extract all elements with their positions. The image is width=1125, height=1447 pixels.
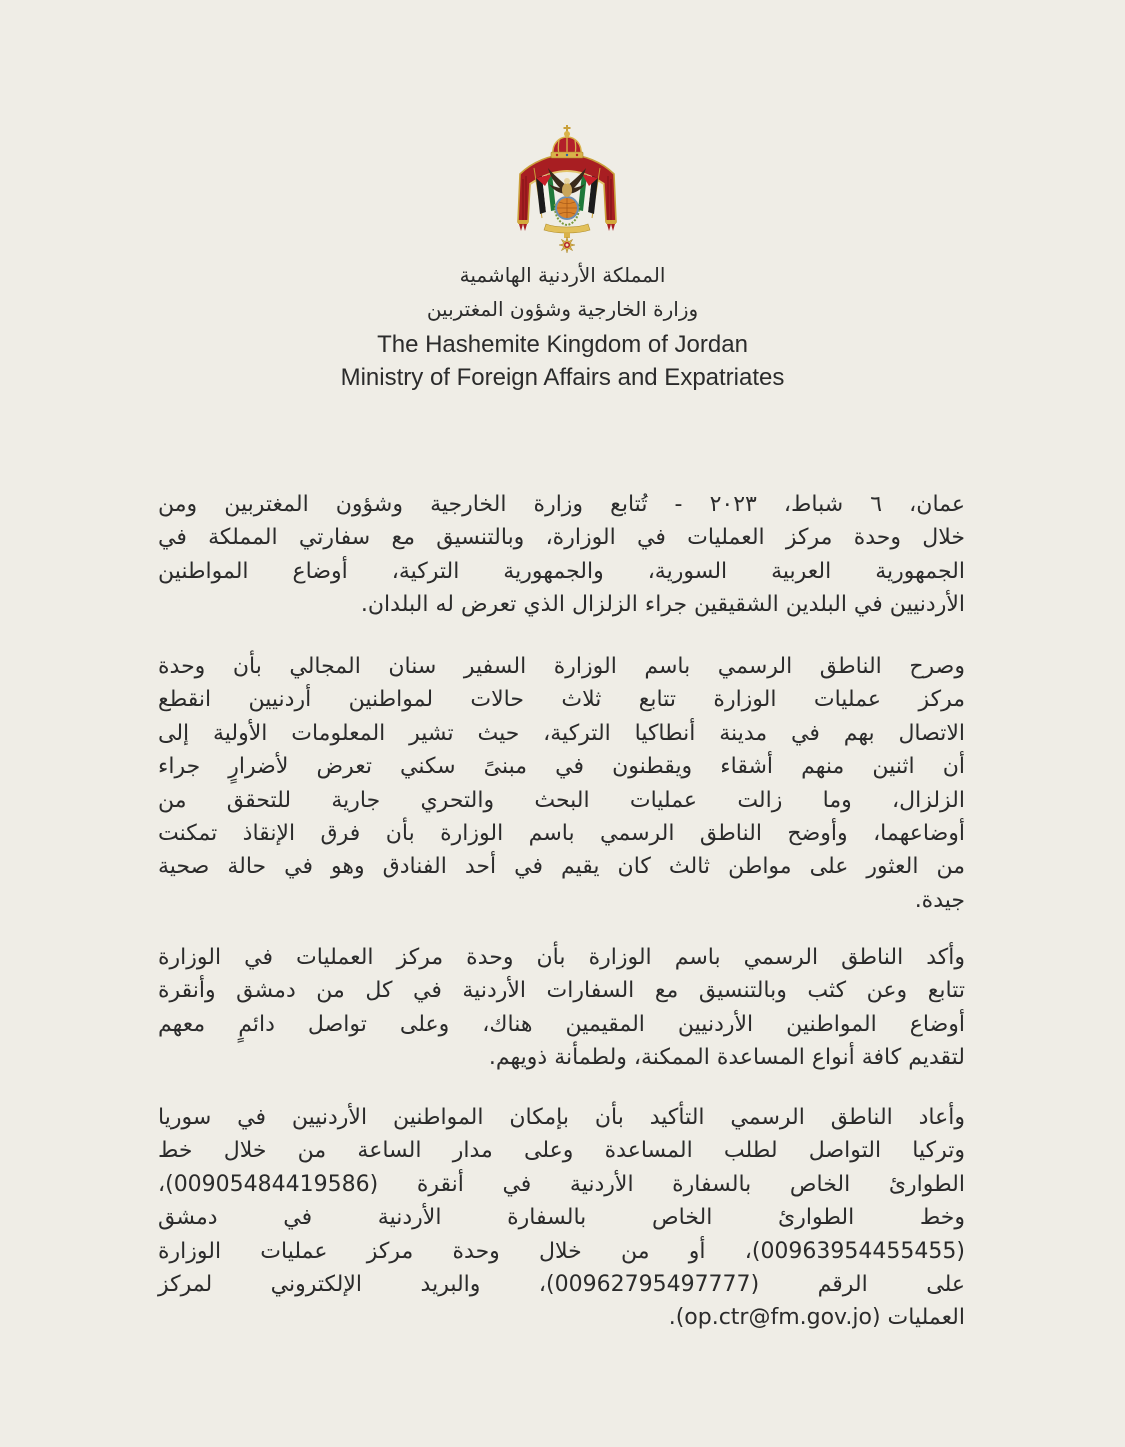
paragraph-4 [158, 1101, 965, 1335]
body-line: الاتصال بهم في مدينة أنطاكيا التركية، حيث تشير المعلومات الأولية إلى [158, 720, 965, 746]
medal-icon [559, 232, 575, 253]
header-ministry-english: Ministry of Foreign Affairs and Expatriates [340, 364, 785, 391]
body-line: أوضاعهما، وأوضح الناطق الرسمي باسم الوزارة بأن فرق الإنقاذ تمكنت [158, 820, 965, 846]
coat-of-arms-emblem [512, 124, 622, 254]
body-line: الزلزال، وما زالت عمليات البحث والتحري جارية للتحقق من [158, 787, 965, 813]
body-line: وأعاد الناطق الرسمي التأكيد بأن بإمكان المواطنين الأردنيين في سوريا [158, 1105, 965, 1130]
body-line: عمان، ٦ شباط، ٢٠٢٣ - تُتابع وزارة الخارجية وشؤون المغتربين ومن [158, 492, 965, 517]
body-line: تتابع وعن كثب وبالتنسيق مع السفارات الأردنية في كل من دمشق وأنقرة [158, 978, 965, 1004]
header-ministry-arabic: وزارة الخارجية وشؤون المغتربين [426, 297, 699, 321]
header-kingdom-arabic: المملكة الأردنية الهاشمية [459, 263, 666, 287]
body-line: العمليات (op.ctr@fm.gov.jo). [668, 1305, 965, 1331]
paragraph-1 [158, 488, 965, 622]
body-line: من العثور على مواطن ثالث كان يقيم في أحد الفنادق وهو في حالة صحية [158, 854, 965, 880]
body-line: أن اثنين منهم أشقاء ويقطنون في مبنىً سكني تعرض لأضرارٍ جراء [158, 754, 965, 780]
body-line: وصرح الناطق الرسمي باسم الوزارة السفير سنان المجالي بأن وحدة [158, 654, 965, 679]
body-line: أوضاع المواطنين الأردنيين المقيمين هناك، وعلى تواصل دائمٍ معهم [158, 1011, 965, 1037]
header-kingdom-english: The Hashemite Kingdom of Jordan [377, 331, 748, 358]
body-line: وتركيا التواصل لطلب المساعدة وعلى مدار الساعة من خلال خط [158, 1138, 965, 1164]
body-line: وأكد الناطق الرسمي باسم الوزارة بأن وحدة مركز العمليات في الوزارة [158, 945, 965, 970]
body-line: الأردنيين في البلدين الشقيقين جراء الزلزال الذي تعرض له البلدان. [360, 592, 965, 618]
body-line: الطوارئ الخاص بالسفارة الأردنية في أنقرة (00905484419586)، [158, 1171, 965, 1197]
body-line: على الرقم (00962795497777)، والبريد الإلكتروني لمركز [158, 1271, 965, 1297]
body-line: جيدة. [914, 887, 965, 913]
body-line: وخط الطوارئ الخاص بالسفارة الأردنية في دمشق [158, 1205, 965, 1231]
paragraph-3 [158, 941, 965, 1075]
body-line: خلال وحدة مركز العمليات في الوزارة، وبالتنسيق مع سفارتي المملكة في [158, 525, 965, 551]
body-line: (00963954455455)، أو من خلال وحدة مركز عمليات الوزارة [158, 1238, 965, 1264]
body-line: مركز عمليات الوزارة تتابع ثلاث حالات لمواطنين أردنيين انقطع [158, 687, 965, 713]
body-line: الجمهورية العربية السورية، والجمهورية التركية، أوضاع المواطنين [158, 558, 965, 584]
crown-icon [551, 125, 583, 158]
paragraph-2 [158, 650, 965, 917]
body-line: لتقديم كافة أنواع المساعدة الممكنة، ولطمأنة ذويهم. [488, 1045, 965, 1071]
globe-shield [555, 196, 579, 220]
jordan-coat-of-arms-icon [512, 124, 622, 254]
